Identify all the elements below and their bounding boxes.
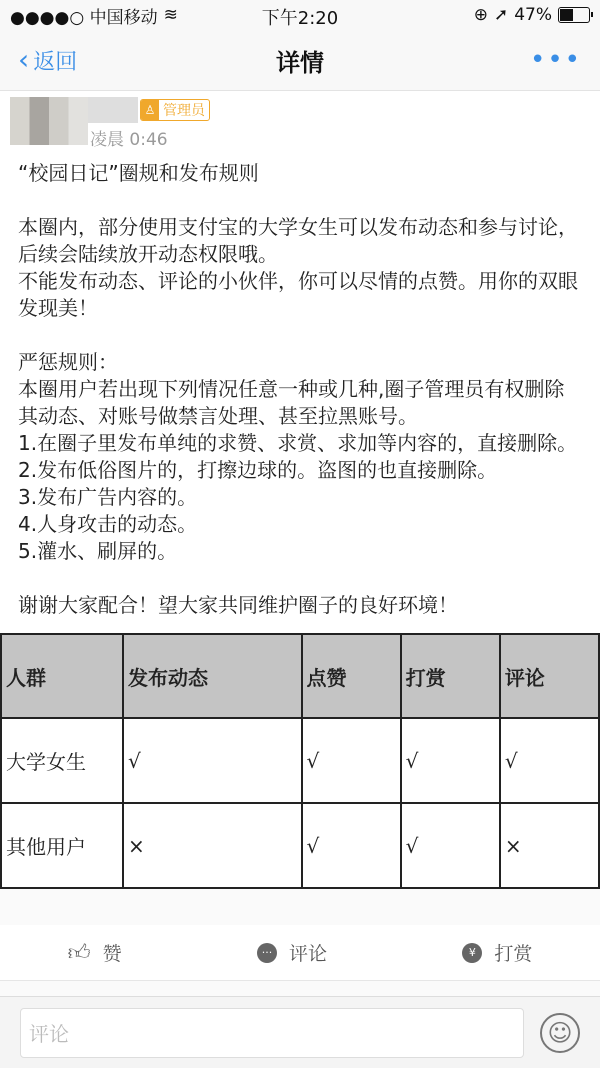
- status-bar: [0, 0, 600, 30]
- nav-bar: [0, 30, 600, 91]
- clock: 下午2:20: [261, 8, 339, 29]
- user-icon: ♙: [141, 100, 159, 120]
- avatar[interactable]: [10, 97, 88, 145]
- like-button[interactable]: 👍︎ 赞: [67, 941, 122, 966]
- paragraph: 本圈内，部分使用支付宝的大学女生可以发布动态和参与讨论，后续会陆续放开动态权限哦。: [18, 215, 578, 266]
- comment-bar: [0, 996, 600, 1068]
- rule-item: 3.发布广告内容的。: [18, 485, 198, 509]
- table-row: 大学女生 √ √ √ √: [1, 718, 599, 803]
- admin-badge: ♙ 管理员: [140, 99, 210, 121]
- rule-item: 5.灌水、刷屏的。: [18, 539, 178, 563]
- carrier: ●●●●○ 中国移动: [10, 7, 158, 28]
- closing: 谢谢大家配合！望大家共同维护圈子的良好环境！: [18, 593, 458, 617]
- author-row: [0, 91, 600, 152]
- table-row: 其他用户 × √ √ ×: [1, 803, 599, 888]
- action-bar: [0, 925, 600, 981]
- chat-bubble-icon: ···: [257, 943, 277, 963]
- post-title: “校园日记”圈规和发布规则: [18, 161, 259, 185]
- yen-icon: ¥: [462, 943, 482, 963]
- more-button[interactable]: •••: [529, 45, 582, 75]
- back-label: 返回: [33, 49, 78, 75]
- table-header: 人群 发布动态 点赞 打赏 评论: [1, 634, 599, 718]
- chevron-left-icon: ‹: [18, 43, 30, 76]
- battery-icon: [558, 7, 590, 23]
- rule-item: 4.人身攻击的动态。: [18, 512, 198, 536]
- rule-item: 1.在圈子里发布单纯的求赞、求赏、求加等内容的，直接删除。: [18, 431, 578, 455]
- author-name-blurred[interactable]: [88, 97, 138, 123]
- paragraph: 不能发布动态、评论的小伙伴，你可以尽情的点赞。用你的双眼发现美！: [18, 269, 578, 320]
- thumbs-up-icon: 👍︎: [67, 941, 91, 966]
- wifi-icon: ≋: [163, 5, 178, 25]
- rules-intro: 本圈用户若出现下列情况任意一种或几种,圈子管理员有权删除其动态、对账号做禁言处理、甚至拉黑账号。: [18, 377, 565, 428]
- back-button[interactable]: [18, 45, 77, 76]
- post-time: 凌晨 0:46: [90, 130, 168, 150]
- comment-input[interactable]: 评论: [20, 1008, 524, 1058]
- battery-percent: 47%: [514, 5, 552, 25]
- rule-item: 2.发布低俗图片的，打擦边球的。盗图的也直接删除。: [18, 458, 498, 482]
- reward-button[interactable]: ¥ 打赏: [462, 939, 532, 966]
- location-icon: ➚: [493, 5, 509, 25]
- permission-table: [0, 633, 600, 889]
- rules-title: 严惩规则：: [18, 350, 118, 374]
- lock-rotation-icon: ⊕: [473, 5, 488, 25]
- emoji-icon[interactable]: ☺: [540, 1013, 580, 1053]
- post-content: [0, 152, 600, 619]
- comment-button[interactable]: ··· 评论: [257, 939, 327, 966]
- page-title: 详情: [276, 48, 324, 77]
- post: [0, 91, 600, 889]
